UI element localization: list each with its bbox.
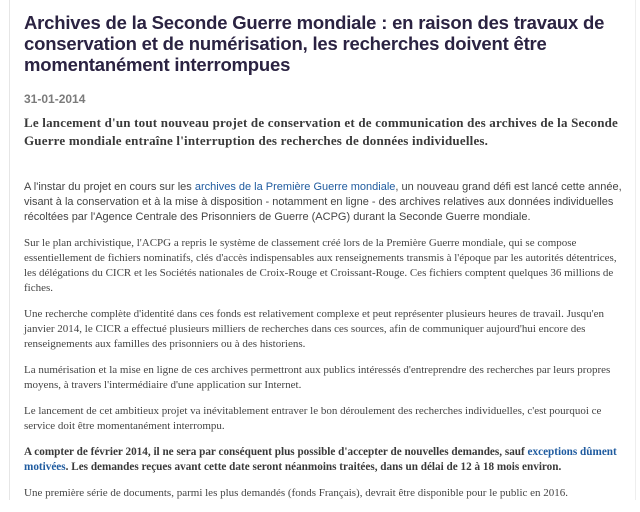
paragraph-6-text-start: A compter de février 2014, il ne sera par conséquent plus possible d'accepter de nouvelles demandes, sauf [24, 446, 528, 458]
left-divider [9, 0, 10, 500]
article-body [24, 180, 624, 501]
article-date: 31-01-2014 [24, 92, 86, 106]
right-divider [635, 0, 636, 500]
paragraph-7: Une première série de documents, parmi les plus demandés (fonds Français), devrait être disponible pour le public en 2016. [24, 487, 569, 499]
article-content [24, 12, 624, 512]
article-title: Archives de la Seconde Guerre mondiale : en raison des travaux de conservation et de numérisation, les recherches doivent être momentanément interrompues [24, 12, 605, 75]
paragraph-4: La numérisation et la mise en ligne de ces archives permettront aux publics intéressés d'entreprendre des recherches par leurs propres moyens, à travers l'intermédiaire d'une application sur Internet. [24, 364, 611, 391]
article-lead: Le lancement d'un tout nouveau projet de conservation et de communication des archives de la Seconde Guerre mondiale entraîne l'interruption des recherches de données individuelles. [24, 115, 619, 148]
paragraph-6-text-end: . Les demandes reçues avant cette date seront néanmoins traitées, dans un délai de 12 à 18 mois environ. [65, 461, 562, 473]
paragraph-2: Sur le plan archivistique, l'ACPG a repris le système de classement créé lors de la Première Guerre mondiale, qui se compose essentiellement de fichiers nominatifs, clés d'accès indispensables aux renseignements transmis à l'époque par les autorités détentrices, les délégations du CICR et les Sociétés nationales de Croix-Rouge et Croissant-Rouge. Ces fichiers comptent quelques 36 millions de fiches. [24, 237, 617, 294]
paragraph-1-text-start: A l'instar du projet en cours sur les [24, 181, 195, 193]
paragraph-5: Le lancement de cet ambitieux projet va inévitablement entraver le bon déroulement des recherches individuelles, c'est pourquoi ce service doit être momentanément interrompu. [24, 405, 602, 432]
paragraph-3: Une recherche complète d'identité dans ces fonds est relativement complexe et peut représenter plusieurs heures de travail. Jusqu'en janvier 2014, le CICR a effectué plusieurs milliers de recherches dans ces sources, afin de communiquer aujourd'hui encore des renseignements aux familles des prisonniers ou à des historiens. [24, 308, 605, 350]
link-first-world-war-archives[interactable]: archives de la Première Guerre mondiale [194, 181, 396, 193]
paragraph-1 [24, 180, 624, 225]
link-exceptions[interactable]: exceptions dûment motivées [24, 446, 617, 473]
paragraph-6 [24, 445, 624, 475]
paragraph-1-text-end: , un nouveau grand défi est lancé cette année, visant à la conservation et à la mise à disposition - notamment en ligne - des archives relatives aux données individuelles récoltées par l'Agence Centrale des Prisonniers de Guerre (ACPG) durant la Seconde Guerre mondiale. [24, 181, 622, 223]
